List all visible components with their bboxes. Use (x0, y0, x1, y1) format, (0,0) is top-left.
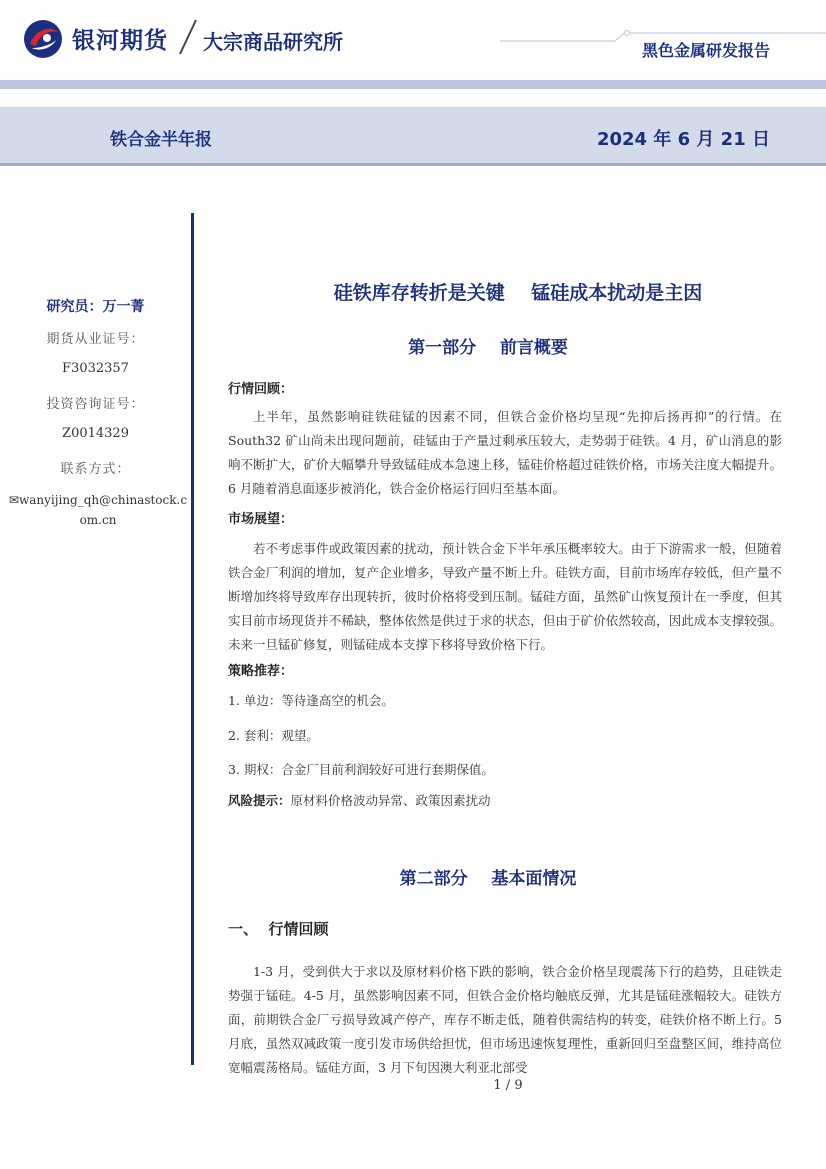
brand-name: 银河期货 (72, 28, 168, 54)
part2-paragraph: 1-3 月，受到供大于求以及原材料价格下跌的影响，铁合金价格呈现震荡下行的趋势，且硅铁走势强于锰硅。4-5 月，虽然影响因素不同，但铁合金价格均触底反弹，尤其是锰硅涨幅较大。硅铁方面，前期铁合金厂亏损导致减产停产，库存不断走低，随着供需结构的转变，硅铁价格不断上行。5 月底，虽然双减政策一度引发市场供给担忧，但市场迅速恢复理性，重新回归至盘整区间，维持高位宽幅震荡格局。锰硅方面，3 月下旬因澳大利亚北部受 (228, 964, 782, 1075)
header-band-gap (0, 91, 826, 107)
review-paragraph: 上半年，虽然影响硅铁硅锰的因素不同，但铁合金价格均呈现“先抑后扬再抑”的行情。在 South32 矿山尚未出现问题前，硅锰由于产量过剩承压较大，走势弱于硅铁。4 月，矿山消息的影响不断扩大，矿价大幅攀升导致锰硅成本急速上移，锰硅价格超过硅铁价格，市场关注度大幅提升。6 月随着消息面逐步被消化，铁合金价格运行回归至基本面。 (228, 409, 782, 496)
galaxy-futures-logo-icon (22, 18, 64, 60)
outlook-paragraph: 若不考虑事件或政策因素的扰动，预计铁合金下半年承压概率较大。由于下游需求一般，但随着铁合金厂利润的增加，复产企业增多，导致产量不断上升。硅铁方面，目前市场库存较低，但产量不断增加终将导致库存出现转折，彼时价格将受到压制。锰硅方面，虽然矿山恢复预计在一季度，但其实目前市场现货并不稀缺，整体依然是供过于求的状态，但由于矿价依然较高，因此成本支撑较强。未来一旦锰矿修复，则锰硅成本支撑下移将导致价格下行。 (228, 541, 782, 652)
header-band-underline (0, 163, 826, 166)
envelope-icon: ✉ (8, 493, 19, 507)
review-heading: 行情回顾： (228, 382, 294, 397)
email-contact[interactable] (8, 490, 188, 530)
report-date: 2024 年 6 月 21 日 (596, 129, 770, 150)
part1-title: 第一部分 前言概要 (408, 338, 568, 358)
advisory-number: Z0014329 (62, 426, 129, 441)
outlook-heading: 市场展望： (228, 512, 294, 527)
report-type: 黑色金属研发报告 (641, 41, 770, 60)
contact-label: 联系方式： (60, 462, 131, 477)
part2-title: 第二部分 基本面情况 (399, 869, 577, 889)
subsection-title: 一、 行情回顾 (228, 920, 329, 938)
report-title: 硅铁库存转折是关键 锰硅成本扰动是主因 (333, 282, 703, 304)
email-address[interactable]: wanyijing_qh@chinastock.com.cn (19, 493, 188, 527)
report-subtitle: 铁合金半年报 (110, 130, 212, 150)
risk-label: 风险提示： (228, 793, 291, 808)
strategy-heading: 策略推荐： (228, 664, 294, 679)
institute-name: 大宗商品研究所 (203, 30, 343, 54)
license-number: F3032357 (62, 361, 129, 376)
page-number: 1 / 9 (493, 1078, 523, 1093)
risk-text: 原材料价格波动异常、政策因素扰动 (290, 793, 491, 808)
divider-slash (178, 18, 198, 56)
advisory-label: 投资咨询证号： (46, 397, 145, 412)
header-band-top (0, 80, 826, 89)
researcher-name: 研究员：万一菁 (46, 299, 145, 315)
sidebar-divider (191, 213, 194, 1065)
strategy-item: 1. 单边：等待逢高空的机会。 (228, 693, 394, 708)
strategy-item: 3. 期权：合金厂目前利润较好可进行套期保值。 (228, 762, 494, 777)
strategy-item: 2. 套利：观望。 (228, 728, 319, 743)
risk-line (228, 791, 491, 809)
license-label: 期货从业证号： (46, 332, 145, 347)
